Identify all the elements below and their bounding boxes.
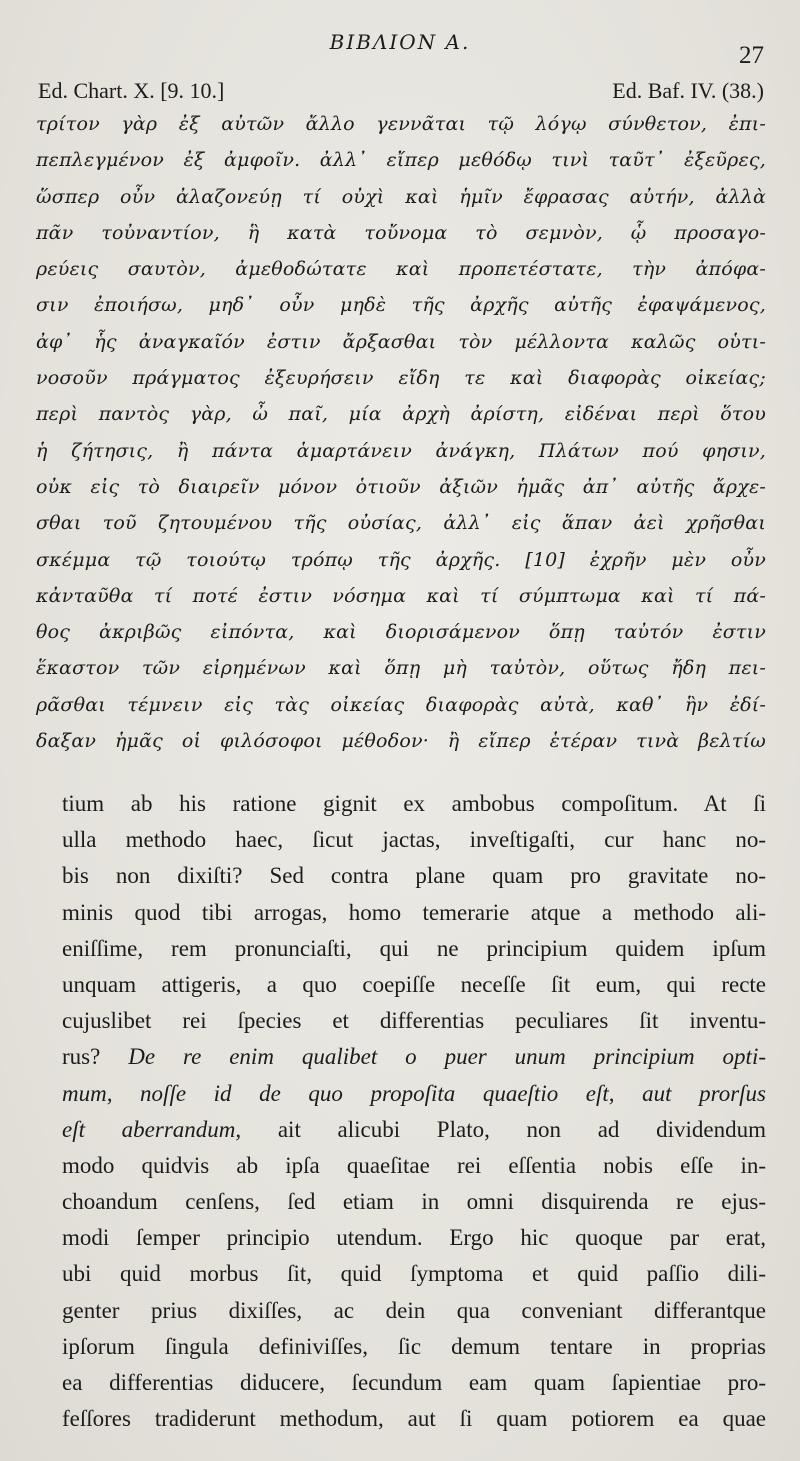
latin-text-roman: ipſorum ſingula definiviſſes, ſic demum tentare in proprias xyxy=(62,1333,766,1359)
latin-text-roman: genter prius dixiſſes, ac dein qua conveniant differantque xyxy=(62,1297,766,1323)
latin-text-line xyxy=(62,931,766,967)
latin-text-quotation: eſt aberrandum, xyxy=(62,1116,242,1142)
latin-text-line xyxy=(62,1329,766,1365)
greek-text-line: τρίτον γὰρ ἐξ αὐτῶν ἄλλο γεννᾶται τῷ λόγῳ σύνθετον, ἐπι- xyxy=(36,113,766,135)
latin-text-line xyxy=(62,1003,766,1039)
latin-text-line xyxy=(62,822,766,858)
latin-text-roman: ea differentias diducere, ſecundum eam quam ſapientiae pro- xyxy=(62,1370,766,1395)
greek-text-line: ἕκαστον τῶν εἰρημένων καὶ ὅπῃ μὴ ταὐτὸν, οὕτως ἤδη πει- xyxy=(36,657,766,680)
greek-text-line: περὶ παντὸς γὰρ, ὦ παῖ, μία ἀρχὴ ἀρίστη, εἰδέναι περὶ ὅτου xyxy=(36,403,766,426)
latin-text-quotation: De re enim qualibet o puer unum principium opti- xyxy=(128,1044,766,1070)
latin-text-line xyxy=(62,1039,766,1075)
edition-reference-basel: Ed. Baf. IV. (38.) xyxy=(612,78,764,103)
latin-text-roman: eniſſime, rem pronunciaſti, qui ne principium quidem ipſum xyxy=(62,935,766,961)
latin-text-roman: modi ſemper principio utendum. Ergo hic quoque par erat, xyxy=(62,1225,766,1251)
latin-text-line xyxy=(62,895,766,931)
greek-text-line: σιν ἐποιήσω, μηδ᾽ οὖν μηδὲ τῆς ἀρχῆς αὐτῆς ἐφαψάμενος, xyxy=(36,294,766,317)
latin-text-line xyxy=(62,1076,766,1112)
latin-text-roman: choandum cenſens, ſed etiam in omni disquirenda re ejus- xyxy=(62,1189,766,1215)
latin-text-line xyxy=(62,1220,766,1256)
latin-text-quotation: mum, noſſe id de quo propoſita quaeſtio eſt, aut prorſus xyxy=(62,1080,766,1106)
latin-text-roman: feſſores tradiderunt methodum, aut ſi quam potiorem ea quae xyxy=(62,1406,766,1432)
latin-text-roman: modo quidvis ab ipſa quaeſitae rei eſſentia nobis eſſe in- xyxy=(62,1152,766,1178)
greek-text-line: οὐκ εἰς τὸ διαιρεῖν μόνον ὁτιοῦν ἀξιῶν ἡμᾶς ἀπ᾽ αὐτῆς ἄρχε- xyxy=(36,475,766,498)
greek-text-line: κἀνταῦθα τί ποτέ ἐστιν νόσημα καὶ τί σύμπτωμα καὶ τί πά- xyxy=(36,584,766,607)
latin-text-line xyxy=(62,1256,766,1292)
greek-text-line: ὥσπερ οὖν ἀλαζονεύῃ τί οὐχὶ καὶ ἡμῖν ἔφρασας αὐτήν, ἀλλὰ xyxy=(36,185,766,208)
greek-text-block xyxy=(36,106,766,759)
latin-text-roman: cujuslibet rei ſpecies et differentias peculiares ſit inventu- xyxy=(62,1008,766,1034)
latin-text-line xyxy=(62,1401,766,1437)
running-head: ΒΙΒΛΙΟΝ Α. xyxy=(329,30,471,54)
greek-text-line: ἀφ᾽ ἧς ἀναγκαῖόν ἐστιν ἄρξασθαι τὸν μέλλοντα καλῶς οὑτι- xyxy=(36,330,766,353)
greek-text-line: σθαι τοῦ ζητουμένου τῆς οὐσίας, ἀλλ᾽ εἰς ἅπαν ἀεὶ χρῆσθαι xyxy=(36,512,766,535)
latin-text-line xyxy=(62,1365,766,1401)
latin-text-line xyxy=(62,1184,766,1220)
greek-text-line: ἡ ζήτησις, ἢ πάντα ἁμαρτάνειν ἀνάγκη, Πλάτων πού φησιν, xyxy=(36,439,766,462)
latin-text-roman: tium ab his ratione gignit ex ambobus compoſitum. At ſi xyxy=(62,791,766,816)
greek-text-line: πεπλεγμένον ἐξ ἀμφοῖν. ἀλλ᾽ εἴπερ μεθόδῳ τινὶ ταῦτ᾽ ἐξεῦρες, xyxy=(36,149,766,172)
latin-text-roman: minis quod tibi arrogas, homo temerarie atque a methodo ali- xyxy=(62,899,766,925)
latin-text-roman: rus? xyxy=(62,1044,129,1070)
latin-text-roman: bis non dixiſti? Sed contra plane quam pro gravitate no- xyxy=(62,863,766,889)
edition-reference-chartier: Ed. Chart. X. [9. 10.] xyxy=(38,78,225,103)
greek-text-line: δαξαν ἡμᾶς οἱ φιλόσοφοι μέθοδον· ἢ εἴπερ ἑτέραν τινὰ βελτίω xyxy=(36,730,766,753)
latin-text-line xyxy=(62,858,766,894)
latin-text-line xyxy=(62,1148,766,1184)
latin-text-line xyxy=(62,967,766,1003)
latin-text-roman: unquam attigeris, a quo coepiſſe neceſſe ſit eum, qui recte xyxy=(62,971,766,997)
greek-text-line: θος ἀκριβῶς εἰπόντα, καὶ διορισάμενον ὅπῃ ταὐτόν ἐστιν xyxy=(36,621,766,644)
latin-text-line xyxy=(62,1293,766,1329)
greek-text-line: πᾶν τοὐναντίον, ἣ κατὰ τοὔνομα τὸ σεμνὸν, ᾧ προσαγο- xyxy=(36,221,766,244)
latin-text-roman: ulla methodo haec, ſicut jactas, inveſtigaſti, cur hanc no- xyxy=(62,827,766,853)
latin-text-line xyxy=(62,1112,766,1148)
latin-text-block xyxy=(62,786,766,1437)
latin-text-roman: ait alicubi Plato, non ad dividendum xyxy=(241,1116,766,1142)
greek-text-line: ρεύεις σαυτὸν, ἀμεθοδώτατε καὶ προπετέστατε, τὴν ἀπόφα- xyxy=(36,258,766,281)
greek-text-line: σκέμμα τῷ τοιούτῳ τρόπῳ τῆς ἀρχῆς. [10] ἐχρῆν μὲν οὖν xyxy=(36,548,766,571)
greek-text-line: νοσοῦν πράγματος ἐξευρήσειν εἴδη τε καὶ διαφορὰς οἰκείας; xyxy=(36,367,766,390)
latin-text-line xyxy=(62,786,766,822)
latin-text-roman: ubi quid morbus ſit, quid ſymptoma et quid paſſio dili- xyxy=(62,1261,766,1287)
page-number: 27 xyxy=(739,42,764,69)
greek-text-line: ρᾶσθαι τέμνειν εἰς τὰς οἰκείας διαφορὰς αὐτὰ, καθ᾽ ἣν ἐδί- xyxy=(36,693,766,716)
